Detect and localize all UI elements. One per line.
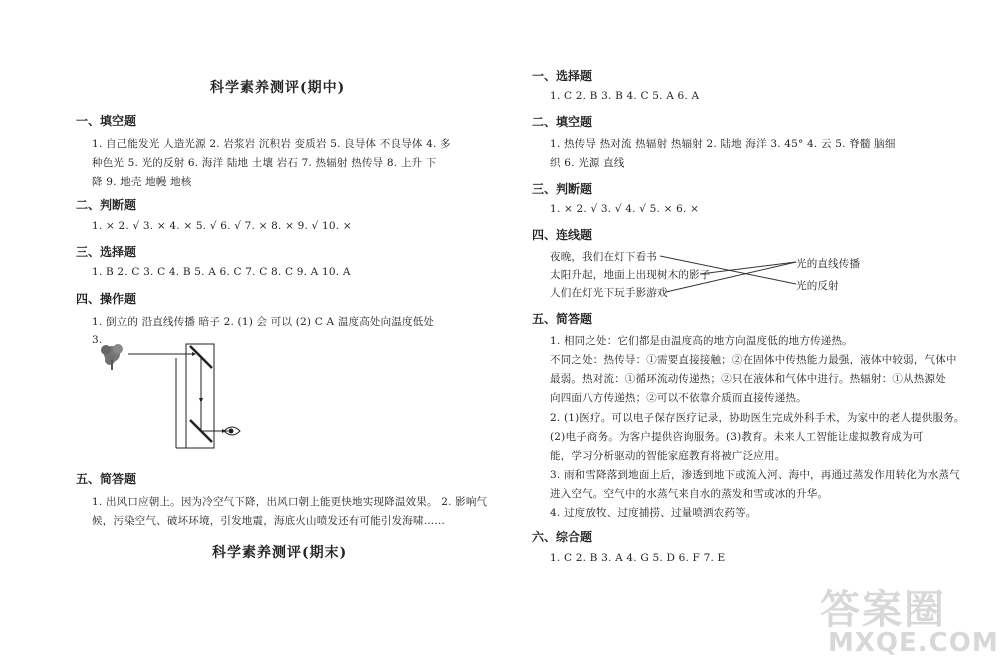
answer-line: 4. 过度放牧、过度捕捞、过量喷洒农药等。 xyxy=(550,507,757,519)
section-heading: 一、选择题 xyxy=(532,69,593,83)
answer-line: 候，污染空气、破坏环境，引发地震，海底火山喷发还有可能引发海啸…… xyxy=(92,515,446,527)
matching-lines xyxy=(660,250,800,300)
answer-line: 1. 热传导 热对流 热辐射 热辐射 2. 陆地 海洋 3. 45° 4. 云 5. 脊髓 脑细 xyxy=(550,138,896,150)
answer-line: 种色光 5. 光的反射 6. 海洋 陆地 土壤 岩石 7. 热辐射 热传导 8. 上升 下 xyxy=(92,157,437,169)
answer-line: 1. 出风口应朝上。因为冷空气下降，出风口朝上能更快地实现降温效果。 2. 影响气 xyxy=(92,496,488,508)
answer-line: 最弱。热对流：①循环流动传递热；②只在液体和气体中进行。热辐射：①从热源处 xyxy=(550,373,946,385)
answer-line: 能，学习分析驱动的智能家庭教育将被广泛应用。 xyxy=(550,450,786,462)
section-heading: 六、综合题 xyxy=(532,530,593,544)
match-right-item: 光的直线传播 xyxy=(796,258,861,270)
section-heading: 五、简答题 xyxy=(76,472,137,486)
answer-line: 降 9. 地壳 地幔 地核 xyxy=(92,176,192,188)
answer-line: (2)电子商务。为客户提供咨询服务。(3)教育。未来人工智能让虚拟教育成为可 xyxy=(550,431,924,443)
match-right-item: 光的反射 xyxy=(796,280,839,292)
watermark-logo: 答案圈 xyxy=(820,587,946,633)
tree-icon xyxy=(101,344,123,370)
match-left-item: 太阳升起，地面上出现树木的影子 xyxy=(550,269,711,281)
section-heading: 四、连线题 xyxy=(532,228,593,242)
match-left-item: 人们在灯光下玩手影游戏 xyxy=(550,287,668,299)
section-heading: 五、简答题 xyxy=(532,312,593,326)
midterm-title: 科学素养测评(期中) xyxy=(210,80,346,96)
answer-line: 3. xyxy=(92,334,103,346)
answer-line: 不同之处：热传导：①需要直接接触；②在固体中传热能力最强，液体中较弱，气体中 xyxy=(550,354,957,366)
answer-line: 1. C 2. B 3. A 4. G 5. D 6. F 7. E xyxy=(550,552,726,564)
answer-line: 3. 雨和雪降落到地面上后，渗透到地下或流入河、海中，再通过蒸发作用转化为水蒸气 xyxy=(550,469,960,481)
answer-line: 向四面八方传递热；②可以不依靠介质而直接传递热。 xyxy=(550,392,807,404)
answer-line: 1. × 2. √ 3. √ 4. √ 5. × 6. × xyxy=(550,203,700,215)
watermark-url: MXQE.COM xyxy=(828,628,999,658)
section-heading: 三、选择题 xyxy=(76,245,137,259)
answer-line: 1. 相同之处：它们都是由温度高的地方向温度低的地方传递热。 xyxy=(550,335,853,347)
answer-line: 1. C 2. B 3. B 4. C 5. A 6. A xyxy=(550,90,700,102)
final-title: 科学素养测评(期末) xyxy=(212,545,348,561)
section-heading: 二、判断题 xyxy=(76,198,137,212)
answer-line: 2. (1)医疗。可以电子保存医疗记录，协助医生完成外科手术，为家中的老人提供服务。 xyxy=(550,412,965,424)
periscope-diagram xyxy=(96,338,246,456)
answer-line: 织 6. 光源 直线 xyxy=(550,157,625,169)
section-heading: 三、判断题 xyxy=(532,182,593,196)
section-heading: 四、操作题 xyxy=(76,292,137,306)
match-left-item: 夜晚，我们在灯下看书 xyxy=(550,251,657,263)
answer-line: 1. 自己能发光 人造光源 2. 岩浆岩 沉积岩 变质岩 5. 良导体 不良导体 4. 多 xyxy=(92,138,451,150)
answer-line: 1. 倒立的 沿直线传播 暗子 2. (1) 会 可以 (2) C A 温度高处向温度低处 xyxy=(92,316,435,328)
section-heading: 二、填空题 xyxy=(532,115,593,129)
answer-line: 1. B 2. C 3. C 4. B 5. A 6. C 7. C 8. C 9. A 10. A xyxy=(92,266,351,278)
answer-line: 1. × 2. √ 3. × 4. × 5. √ 6. √ 7. × 8. × 9. √ 10. × xyxy=(92,220,352,232)
answer-line: 进入空气。空气中的水蒸气来自水的蒸发和雪或冰的升华。 xyxy=(550,488,829,500)
section-heading: 一、填空题 xyxy=(76,114,137,128)
